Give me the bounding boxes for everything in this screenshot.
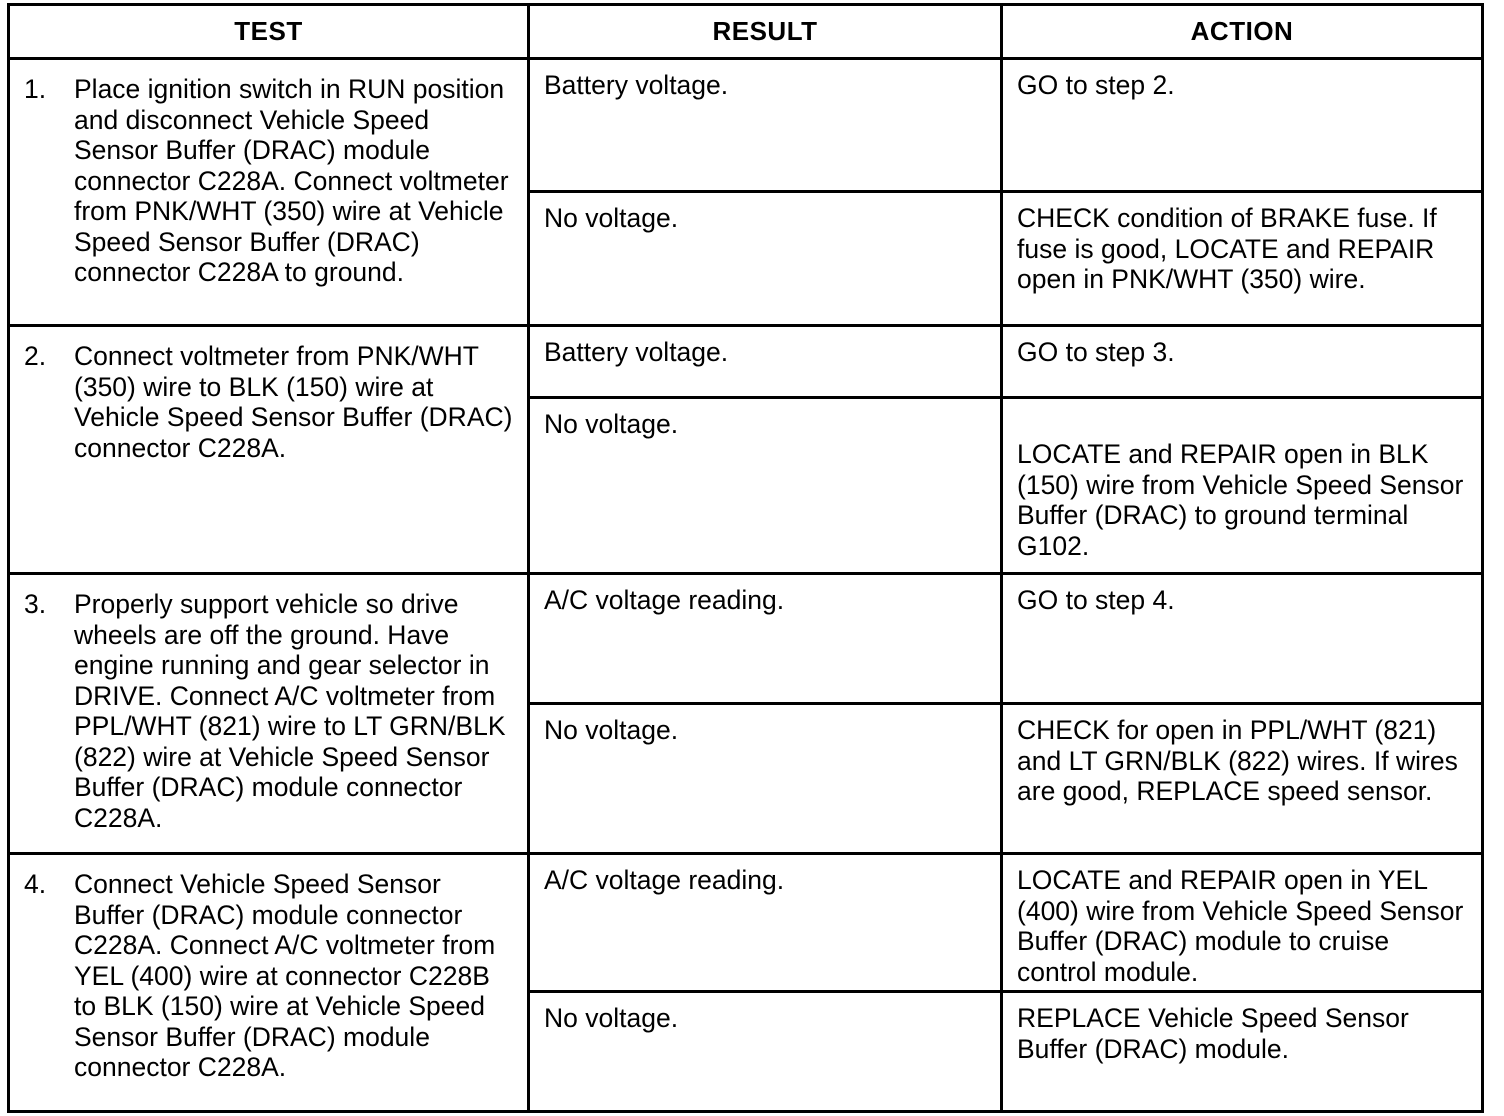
test-cell-step-2 (9, 326, 529, 574)
table-row (9, 854, 1483, 992)
action-cell: CHECK condition of BRAKE fuse. If fuse is good, LOCATE and REPAIR open in PNK/WHT (350) wire. (1002, 192, 1483, 326)
step-number: 1. (24, 74, 47, 104)
action-cell: CHECK for open in PPL/WHT (821) and LT GRN/BLK (822) wires. If wires are good, REPLACE speed sensor. (1002, 704, 1483, 854)
header-row (9, 5, 1483, 59)
action-cell: LOCATE and REPAIR open in YEL (400) wire from Vehicle Speed Sensor Buffer (DRAC) module to cruise control module. (1002, 854, 1483, 992)
step-number: 2. (24, 341, 47, 371)
action-cell: REPLACE Vehicle Speed Sensor Buffer (DRAC) module. (1002, 992, 1483, 1112)
step-test-text: Place ignition switch in RUN position and disconnect Vehicle Speed Sensor Buffer (DRAC) module connector C228A. Connect voltmeter from PNK/WHT (350) wire at Vehicle Speed Sensor Buffer (DRAC) connector C228A to ground. (74, 74, 509, 287)
result-cell: Battery voltage. (529, 326, 1002, 398)
test-cell-step-1 (9, 59, 529, 326)
header-test: TEST (9, 5, 529, 59)
result-cell: A/C voltage reading. (529, 574, 1002, 704)
result-cell: A/C voltage reading. (529, 854, 1002, 992)
test-cell-step-3 (9, 574, 529, 854)
table-row (9, 326, 1483, 398)
header-result: RESULT (529, 5, 1002, 59)
action-cell: GO to step 3. (1002, 326, 1483, 398)
action-cell: GO to step 2. (1002, 59, 1483, 192)
step-test-text: Connect Vehicle Speed Sensor Buffer (DRAC) module connector C228A. Connect A/C voltmeter from YEL (400) wire at connector C228B to BLK (150) wire at Vehicle Speed Sensor Buffer (DRAC) module connector C228A. (74, 869, 496, 1082)
result-cell: No voltage. (529, 398, 1002, 574)
result-cell: No voltage. (529, 192, 1002, 326)
result-cell: No voltage. (529, 992, 1002, 1112)
result-cell: Battery voltage. (529, 59, 1002, 192)
action-cell: GO to step 4. (1002, 574, 1483, 704)
diagnostic-table (7, 3, 1484, 1113)
header-action: ACTION (1002, 5, 1483, 59)
table-row (9, 574, 1483, 704)
table-row (9, 59, 1483, 192)
test-cell-step-4 (9, 854, 529, 1112)
result-cell: No voltage. (529, 704, 1002, 854)
step-test-text: Connect voltmeter from PNK/WHT (350) wire to BLK (150) wire at Vehicle Speed Sensor Buffer (DRAC) connector C228A. (74, 341, 513, 463)
step-number: 3. (24, 589, 47, 619)
step-test-text: Properly support vehicle so drive wheels are off the ground. Have engine running and gear selector in DRIVE. Connect A/C voltmeter from PPL/WHT (821) wire to LT GRN/BLK (822) wire at Vehicle Speed Sensor Buffer (DRAC) module connector C228A. (74, 589, 506, 833)
action-cell: LOCATE and REPAIR open in BLK (150) wire from Vehicle Speed Sensor Buffer (DRAC) to ground terminal G102. (1002, 398, 1483, 574)
step-number: 4. (24, 869, 47, 899)
